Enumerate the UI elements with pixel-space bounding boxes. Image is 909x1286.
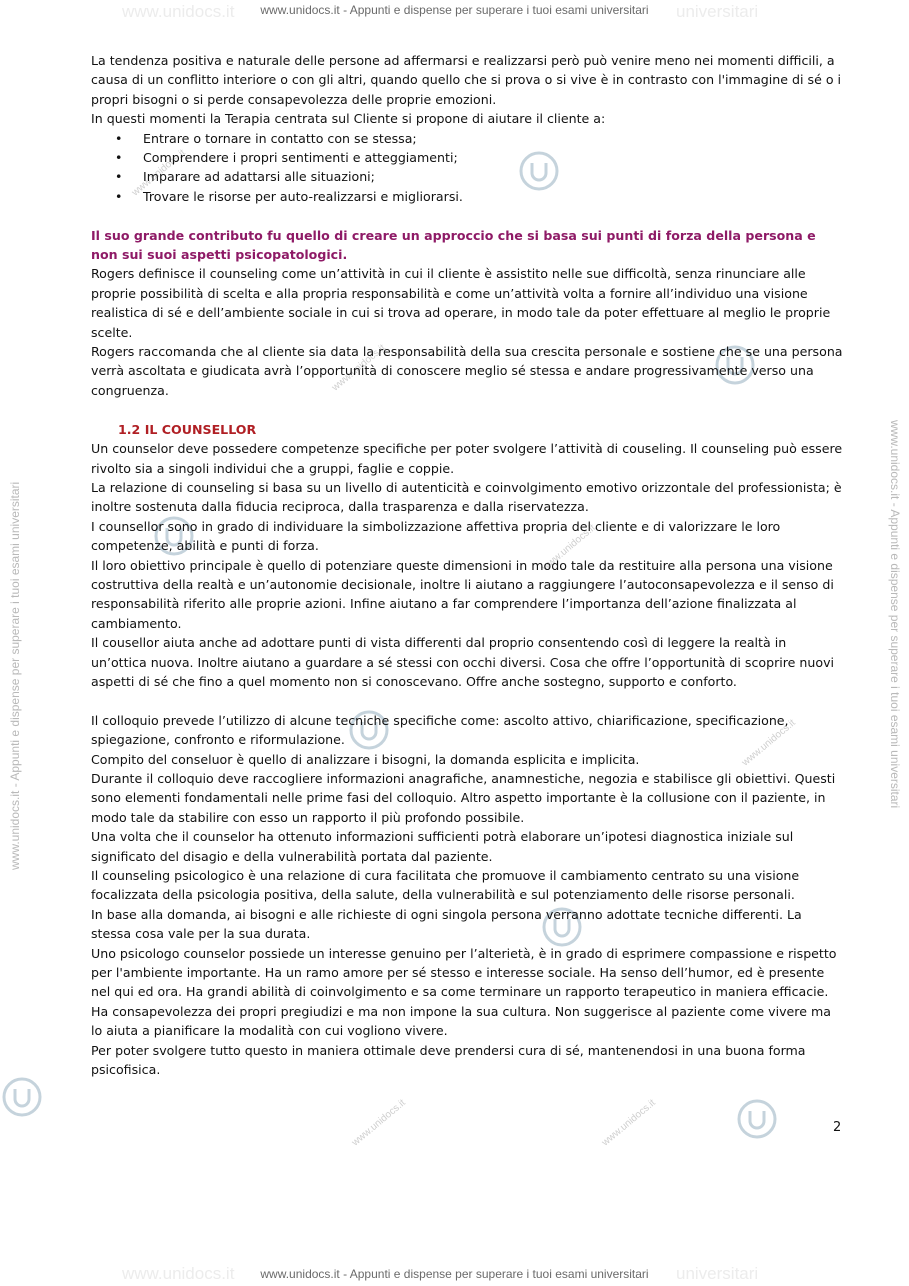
paragraph: I counsellor sono in grado di individuare la simbolizzazione affettiva propria del cliente e di valorizzare le loro competenze, abilità e punti di forza. (91, 518, 781, 554)
paragraph: In questi momenti la Terapia centrata sul Cliente si propone di aiutare il cliente a: (91, 111, 606, 127)
paragraph: Durante il colloquio deve raccogliere informazioni anagrafiche, anamnestiche, negozia e stabilisce gli obiettivi. Questi sono elementi fondamentali nelle prime fasi del colloquio. Altro aspetto importante è la collusione con il paziente, in modo tale da stabilire con esso un rapporto il più profondo possibile. (91, 770, 836, 825)
section-heading: 1.2 IL COUNSELLOR (118, 421, 257, 437)
left-side-watermark: www.unidocs.it - Appunti e dispense per superare i tuoi esami universitari (8, 481, 22, 870)
unidocs-logo-icon (735, 1097, 779, 1141)
ghost-watermark-top-right: universitari (676, 2, 759, 21)
diagonal-watermark: www.unidocs.it (600, 1097, 658, 1149)
ghost-watermark-bottom-right: universitari (676, 1264, 759, 1283)
diagonal-watermark: www.unidocs.it (740, 717, 798, 769)
paragraph: Ha consapevolezza dei propri pregiudizi e ma non impone la sua cultura. Non suggerisce al paziente come vivere ma lo aiuta a pianificare la modalità con cui vogliono vivere. (91, 1003, 831, 1039)
paragraph: Rogers raccomanda che al cliente sia data la responsabilità della sua crescita personale e sostiene che se una persona verrà ascoltata e giudicata avrà l’opportunità di conoscere meglio sé stessa e andare progressivamente verso una congruenza. (91, 344, 843, 398)
paragraph: La tendenza positiva e naturale delle persone ad affermarsi e realizzarsi però può venire meno nei momenti difficili, a causa di un conflitto interiore o con gli altri, quando quello che si prova o si vive è in contrasto con l'immagine di sé o i propri bisogni o si perde consapevolezza delle proprie emozioni. (91, 53, 842, 107)
paragraph: La relazione di counseling si basa su un livello di autenticità e coinvolgimento emotivo orizzontale del professionista; è inoltre sostenuta dalla fiducia reciproca, dalla trasparenza e dalla riservatezza. (91, 479, 842, 515)
list-item: • Imparare ad adattarsi alle situazioni; (91, 167, 843, 186)
paragraph: In base alla domanda, ai bisogni e alle richieste di ogni singola persona verranno adottate tecniche differenti. La stessa cosa vale per la sua durata. (91, 906, 802, 942)
diagonal-watermark: www.unidocs.it (330, 342, 388, 394)
footer-watermark: www.unidocs.it - Appunti e dispense per superare i tuoi esami universitari (260, 1267, 649, 1281)
paragraph: Uno psicologo counselor possiede un interesse genuino per l’alterietà, è in grado di esprimere compassione e rispetto per l'ambiente importante. Ha un ramo amore per sé stesso e interesse sociale. Ha senso dell’humor, ed è presente nel qui ed ora. Ha grandi abilità di coinvolgimento e sa come terminare un rapporto terapeutico in maniera efficacie. (91, 945, 837, 1000)
list-item: • Entrare o tornare in contatto con se stessa; (91, 129, 843, 148)
paragraph: Il colloquio prevede l’utilizzo di alcune tecniche specifiche come: ascolto attivo, chiarificazione, specificazione, spiegazione, confronto e riformulazione. (91, 712, 789, 748)
page-number: 2 (833, 1120, 842, 1135)
list-item: • Comprendere i propri sentimenti e atteggiamenti; (91, 148, 843, 167)
paragraph: Il loro obiettivo principale è quello di potenziare queste dimensioni in modo tale da restituire alla persona una visione costruttiva della realtà e un’autonomie decisionale, inoltre li aiutano a raggiungere l’autoconsapevolezza e il senso di responsabilità riferito alle proprie azioni. Infine aiutano a far comprendere l’importanza dell’azione finalizzata al cambiamento. (91, 557, 834, 631)
paragraph: Il cousellor aiuta anche ad adottare punti di vista differenti dal proprio consentendo così di leggere la realtà in un’ottica nuova. Inoltre aiutano a guardare a sé stessi con occhi diversi. Cosa che offre l’opportunità di scoprire nuovi aspetti di sé che fino a quel momento non si conoscevano. Offre anche sostegno, supporto e conforto. (91, 635, 835, 689)
bullet-list (91, 129, 843, 207)
paragraph: Per poter svolgere tutto questo in maniera ottimale deve prendersi cura di sé, mantenendosi in una buona forma psicofisica. (91, 1042, 806, 1078)
paragraph: Rogers definisce il counseling come un’attività in cui il cliente è assistito nelle sue difficoltà, senza rinunciare alle proprie possibilità di scelta e alla propria responsabilità e come un’attività volta a fornire all’individuo una visione realistica di sé e dell’ambiente sociale in cui si trova ad operare, in modo tale da poter effettuare al meglio le proprie scelte. (91, 266, 831, 340)
highlighted-statement: Il suo grande contributo fu quello di creare un approccio che si basa sui punti di forza della persona e non sui suoi aspetti psicopatologici. (91, 227, 816, 263)
paragraph: Compito del conseluor è quello di analizzare i bisogni, la domanda esplicita e implicita. (91, 751, 640, 767)
ghost-watermark-bottom: www.unidocs.it (122, 1264, 235, 1283)
diagonal-watermark: www.unidocs.it (130, 147, 188, 199)
paragraph: Una volta che il counselor ha ottenuto informazioni sufficienti potrà elaborare un’ipotesi diagnostica iniziale sul significato del disagio e della vulnerabilità portata dal paziente. (91, 829, 794, 864)
paragraph: Il counseling psicologico è una relazione di cura facilitata che promuove il cambiamento centrato su una visione focalizzata della psicologia positiva, della salute, della vulnerabilità e sul potenziamento delle risorse personali. (91, 868, 800, 903)
ghost-watermark-top: www.unidocs.it (122, 2, 235, 21)
unidocs-logo-icon (0, 1075, 44, 1119)
right-side-watermark: www.unidocs.it - Appunti e dispense per superare i tuoi esami universitari (888, 420, 902, 809)
list-item: • Trovare le risorse per auto-realizzarsi e migliorarsi. (91, 187, 843, 206)
header-watermark: www.unidocs.it - Appunti e dispense per superare i tuoi esami universitari (260, 3, 649, 17)
document-body (91, 51, 843, 1079)
paragraph: Un counselor deve possedere competenze specifiche per poter svolgere l’attività di couseling. Il counseling può essere rivolto sia a singoli individui che a gruppi, faglie e coppie. (91, 441, 843, 476)
diagonal-watermark: www.unidocs.it (350, 1097, 408, 1149)
diagonal-watermark: www.unidocs.it (540, 522, 598, 574)
